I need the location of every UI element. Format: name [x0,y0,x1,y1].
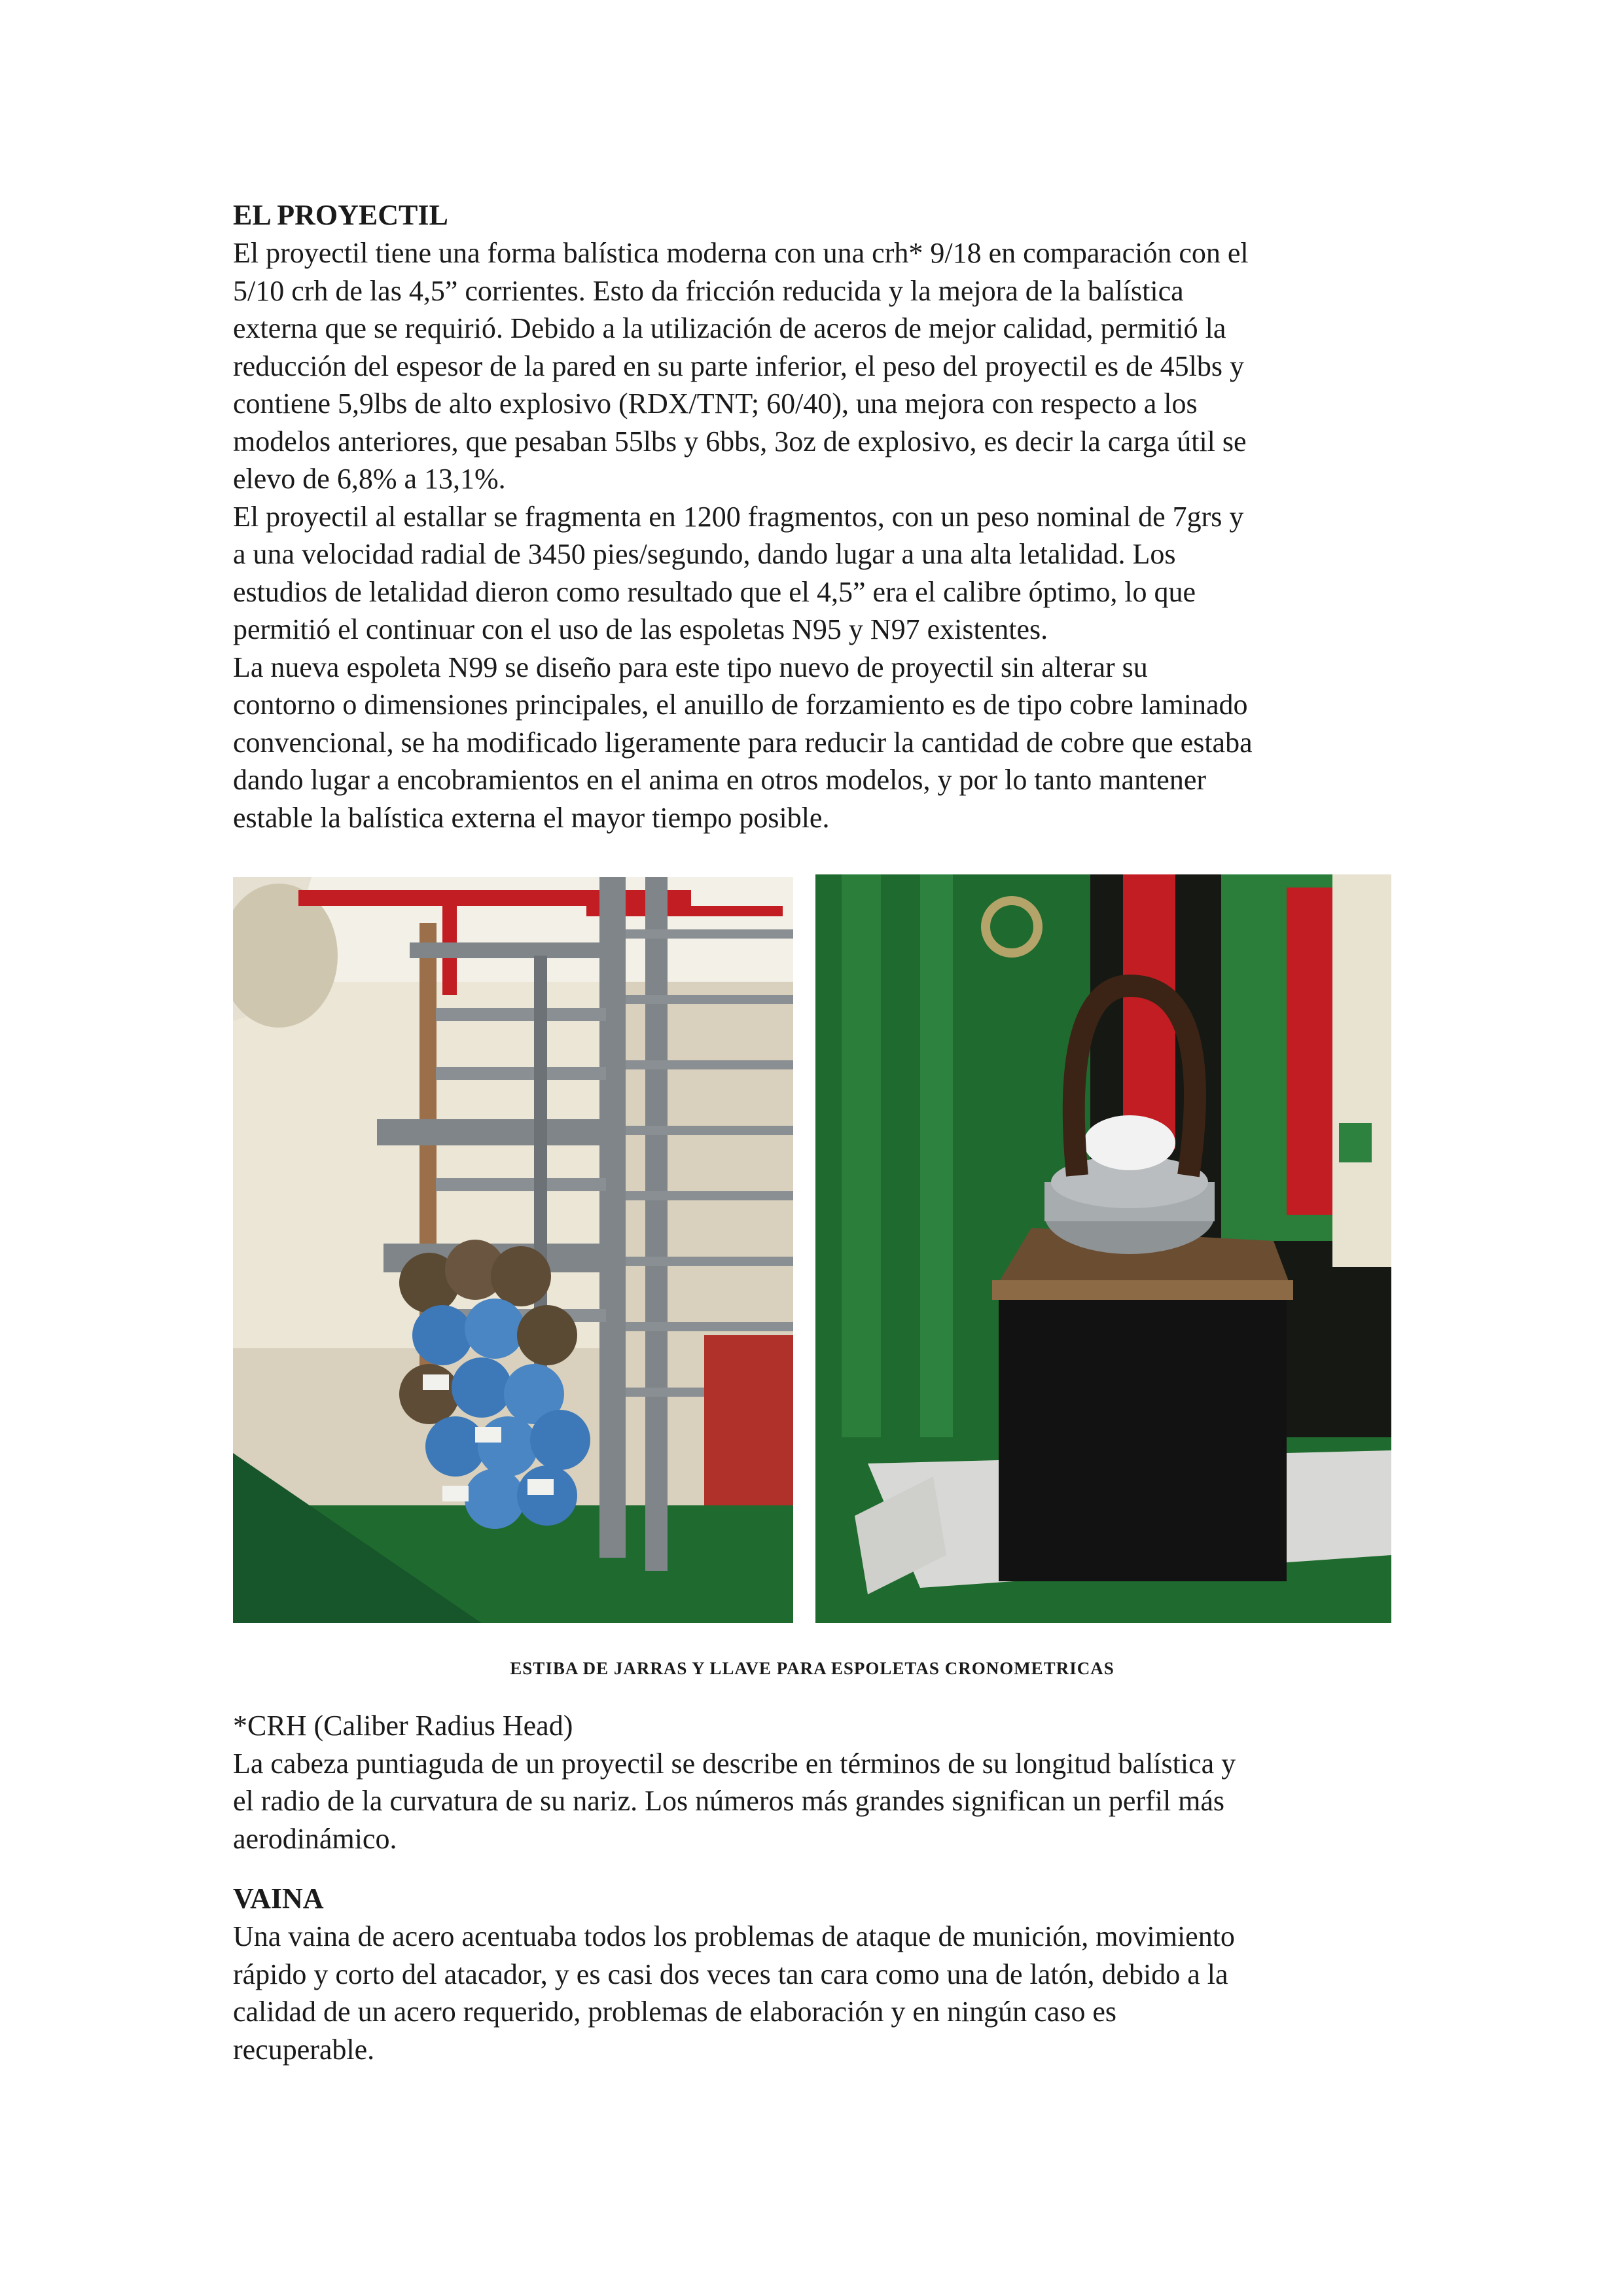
section-title-proyectil: EL PROYECTIL [233,199,448,231]
body-line: estudios de letalidad dieron como resultado que el 4,5” era el calibre óptimo, lo que [233,575,1196,608]
body-line: modelos anteriores, que pesaban 55lbs y 6bbs, 3oz de explosivo, es decir la carga útil se [233,425,1247,457]
body-line: externa que se requirió. Debido a la utilización de aceros de mejor calidad, permitió la [233,312,1226,344]
body-line: Una vaina de acero acentuaba todos los problemas de ataque de munición, movimiento [233,1920,1235,1952]
crh-note [233,1707,1398,1857]
note-title: *CRH (Caliber Radius Head) [233,1710,573,1742]
body-line: rápido y corto del atacador, y es casi dos veces tan cara como una de latón, debido a la [233,1958,1228,1990]
note-line: aerodinámico. [233,1822,397,1855]
section-title-vaina: VAINA [233,1882,324,1914]
body-line: El proyectil tiene una forma balística moderna con una crh* 9/18 en comparación con el [233,237,1249,269]
body-line: contorno o dimensiones principales, el anuillo de forzamiento es de tipo cobre laminado [233,689,1248,721]
body-line: reducción del espesor de la pared en su parte inferior, el peso del proyectil es de 45lbs y [233,350,1245,382]
body-line: dando lugar a encobramientos en el anima en otros modelos, y por lo tanto mantener [233,764,1206,796]
body-line: La nueva espoleta N99 se diseño para este tipo nuevo de proyectil sin alterar su [233,651,1148,683]
fuze-setting-key-image [815,874,1391,1623]
body-line: a una velocidad radial de 3450 pies/segundo, dando lugar a una alta letalidad. Los [233,538,1176,570]
section-vaina [233,1880,1398,2068]
body-line: recuperable. [233,2033,375,2066]
body-line: elevo de 6,8% a 13,1%. [233,463,506,495]
body-line: calidad de un acero requerido, problemas de elaboración y en ningún caso es [233,1996,1117,2028]
body-line: contiene 5,9lbs de alto explosivo (RDX/TNT; 60/40), una mejora con respecto a los [233,387,1198,420]
note-line: el radio de la curvatura de su nariz. Los números más grandes significan un perfil más [233,1785,1225,1817]
photo-fuze-setting-key [815,874,1391,1623]
body-line: permitió el continuar con el uso de las espoletas N95 y N97 existentes. [233,613,1048,645]
figure-caption: ESTIBA DE JARRAS Y LLAVE PARA ESPOLETAS CRONOMETRICAS [510,1659,1115,1678]
body-line: convencional, se ha modificado ligeramente para reducir la cantidad de cobre que estaba [233,726,1253,759]
lower-content [233,1707,1398,2068]
body-line: El proyectil al estallar se fragmenta en 1200 fragmentos, con un peso nominal de 7grs y [233,500,1244,533]
body-line: 5/10 crh de las 4,5” corrientes. Esto da fricción reducida y la mejora de la balística [233,274,1184,307]
ammunition-rack-image [233,877,793,1623]
note-line: La cabeza puntiaguda de un proyectil se describe en términos de su longitud balística y [233,1747,1236,1780]
section-proyectil [233,196,1398,836]
proyectil-body [233,234,1398,836]
photo-figure [233,874,1391,1621]
body-line: estable la balística externa el mayor tiempo posible. [233,801,830,834]
photo-ammunition-rack [233,877,793,1623]
spacer [233,1857,1398,1880]
